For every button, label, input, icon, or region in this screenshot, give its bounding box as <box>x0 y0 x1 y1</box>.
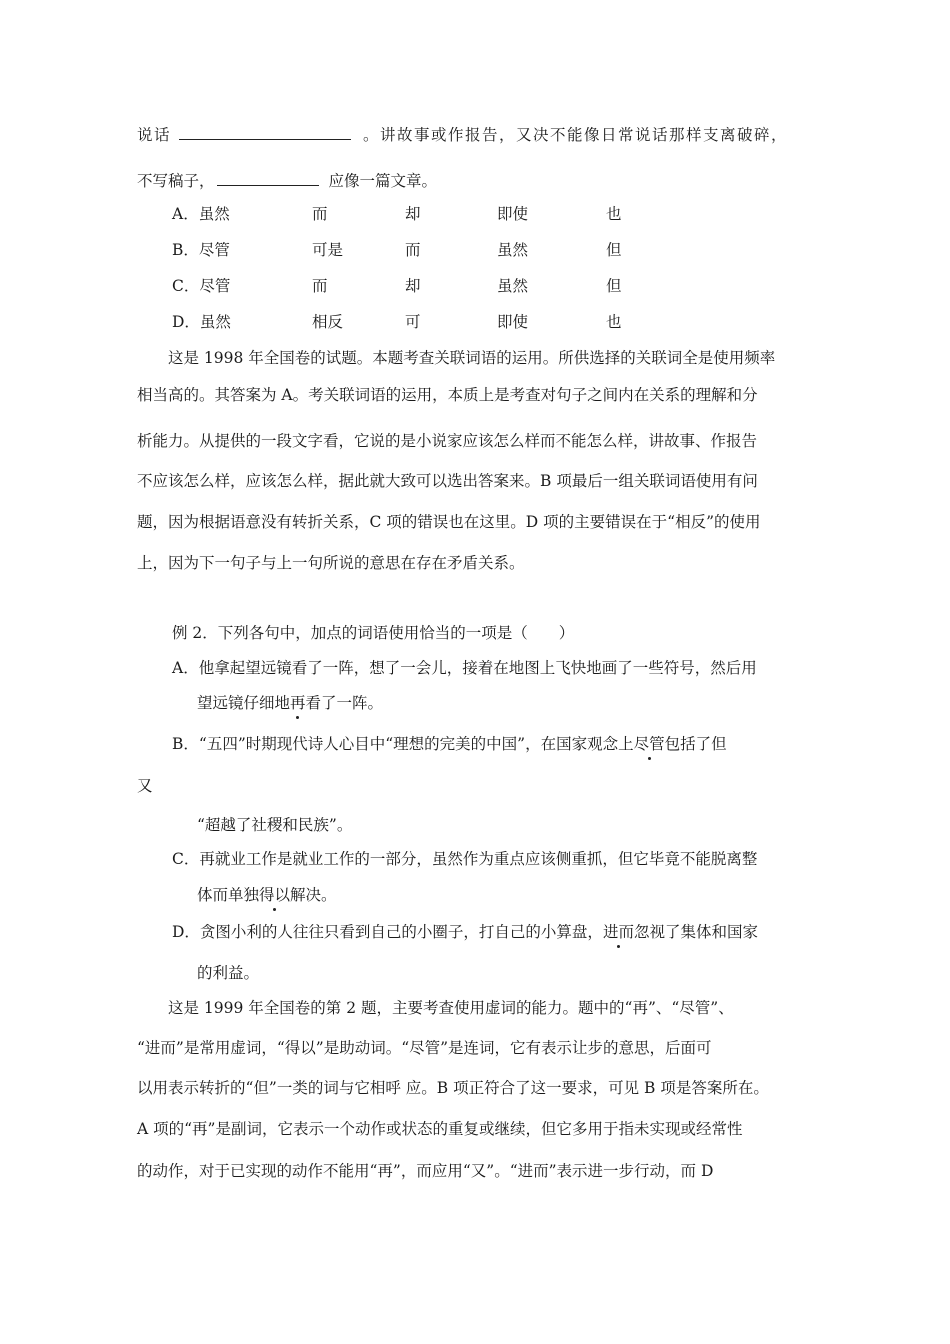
option-word: 而 <box>312 277 328 295</box>
option-text: 看了一阵。 <box>305 694 384 712</box>
q1-stem-text: 应像一篇文章。 <box>328 172 438 190</box>
emphasized-word: 进而 <box>602 923 634 941</box>
option-word: 而 <box>405 241 421 259</box>
q2-option-d-line-1 <box>172 921 758 943</box>
q2-option-a-line-2 <box>197 692 383 714</box>
q2-option-c-line-2 <box>197 884 337 906</box>
option-word: 却 <box>405 205 421 223</box>
q1-analysis-line: 这是 1998 年全国卷的试题。本题考查关联词语的运用。所供选择的关联词全是使用频率 <box>137 349 776 367</box>
q1-analysis-line: 析能力。从提供的一段文字看，它说的是小说家应该怎么样而不能怎么样，讲故事、作报告 <box>137 432 758 450</box>
q2-option-d-line-2: 的利益。 <box>197 964 260 982</box>
q1-analysis-line: 不应该怎么样，应该怎么样，据此就大致可以选出答案来。B 项最后一组关联词语使用有问 <box>137 472 758 490</box>
option-word: 即使 <box>497 313 529 331</box>
q2-analysis-line: A 项的“再”是副词，它表示一个动作或状态的重复或继续，但它多用于指未实现或经常性 <box>137 1120 743 1138</box>
option-label: D．虽然 <box>172 313 231 331</box>
q2-option-b-line-3: “超越了社稷和民族”。 <box>197 816 353 834</box>
q1-stem-line-2 <box>137 170 437 192</box>
option-word: 但 <box>606 241 622 259</box>
option-label: A．虽然 <box>172 205 230 223</box>
option-word: 虽然 <box>497 277 529 295</box>
option-word: 也 <box>606 313 622 331</box>
q2-option-a-line-1: A．他拿起望远镜看了一阵，想了一会儿，接着在地图上飞快地画了一些符号，然后用 <box>172 659 757 677</box>
emphasized-word: 得以 <box>259 886 291 904</box>
option-text: 体而单独 <box>197 886 260 904</box>
option-word: 相反 <box>312 313 344 331</box>
q2-title: 例 2．下列各句中，加点的词语使用恰当的一项是（ ） <box>172 624 575 642</box>
option-text: B．“五四”时期现代诗人心目中“理想的完美的中国”，在国家观念上 <box>172 735 634 753</box>
option-word: 也 <box>606 205 622 223</box>
q1-stem-line-1 <box>137 124 788 146</box>
option-word: 但 <box>606 277 622 295</box>
option-text: 包括了但 <box>664 735 727 753</box>
emphasized-word: 尽管 <box>633 735 665 753</box>
option-text: D．贪图小利的人往往只看到自己的小圈子，打自己的小算盘， <box>172 923 603 941</box>
option-text: 望远镜仔细地 <box>197 694 291 712</box>
emphasized-word: 再 <box>290 694 306 712</box>
q2-analysis-line: “进而”是常用虚词，“得以”是助动词。“尽管”是连词，它有表示让步的意思，后面可 <box>137 1039 712 1057</box>
option-word: 可 <box>405 313 421 331</box>
q2-option-c-line-1: C．再就业工作是就业工作的一部分，虽然作为重点应该侧重抓，但它毕竟不能脱离整 <box>172 850 758 868</box>
option-label: B．尽管 <box>172 241 230 259</box>
q2-analysis-line: 这是 1999 年全国卷的第 2 题，主要考查使用虚词的能力。题中的“再”、“尽管”、 <box>137 999 734 1017</box>
fill-blank <box>217 171 319 186</box>
option-text: 解决。 <box>290 886 337 904</box>
fill-blank <box>179 125 351 140</box>
option-word: 而 <box>312 205 328 223</box>
q1-analysis-line: 上，因为下一句子与上一句所说的意思在存在矛盾关系。 <box>137 554 525 572</box>
q1-analysis-line: 相当高的。其答案为 A。考关联词语的运用，本质上是考查对句子之间内在关系的理解和分 <box>137 386 758 404</box>
q1-stem-text: 不写稿子， <box>137 172 215 190</box>
option-text: 忽视了集体和国家 <box>633 923 758 941</box>
q2-option-b-line-2: 又 <box>137 777 153 795</box>
q1-stem-text: 。讲故事或作报告，又决不能像日常说话那样支离破碎， <box>363 126 789 144</box>
option-word: 即使 <box>497 205 529 223</box>
q1-analysis-line: 题，因为根据语意没有转折关系，C 项的错误也在这里。D 项的主要错误在于“相反”的使用 <box>137 513 761 531</box>
q2-analysis-line: 以用表示转折的“但”一类的词与它相呼 应。B 项正符合了这一要求，可见 B 项是答案所在。 <box>137 1079 769 1097</box>
option-word: 虽然 <box>497 241 529 259</box>
q2-analysis-line: 的动作，对于已实现的动作不能用“再”，而应用“又”。“进而”表示进一步行动，而 D <box>137 1162 714 1180</box>
option-word: 却 <box>405 277 421 295</box>
option-word: 可是 <box>312 241 344 259</box>
q2-option-b-line-1 <box>172 733 727 755</box>
q1-stem-text: 说话 <box>137 126 172 144</box>
option-label: C．尽管 <box>172 277 231 295</box>
